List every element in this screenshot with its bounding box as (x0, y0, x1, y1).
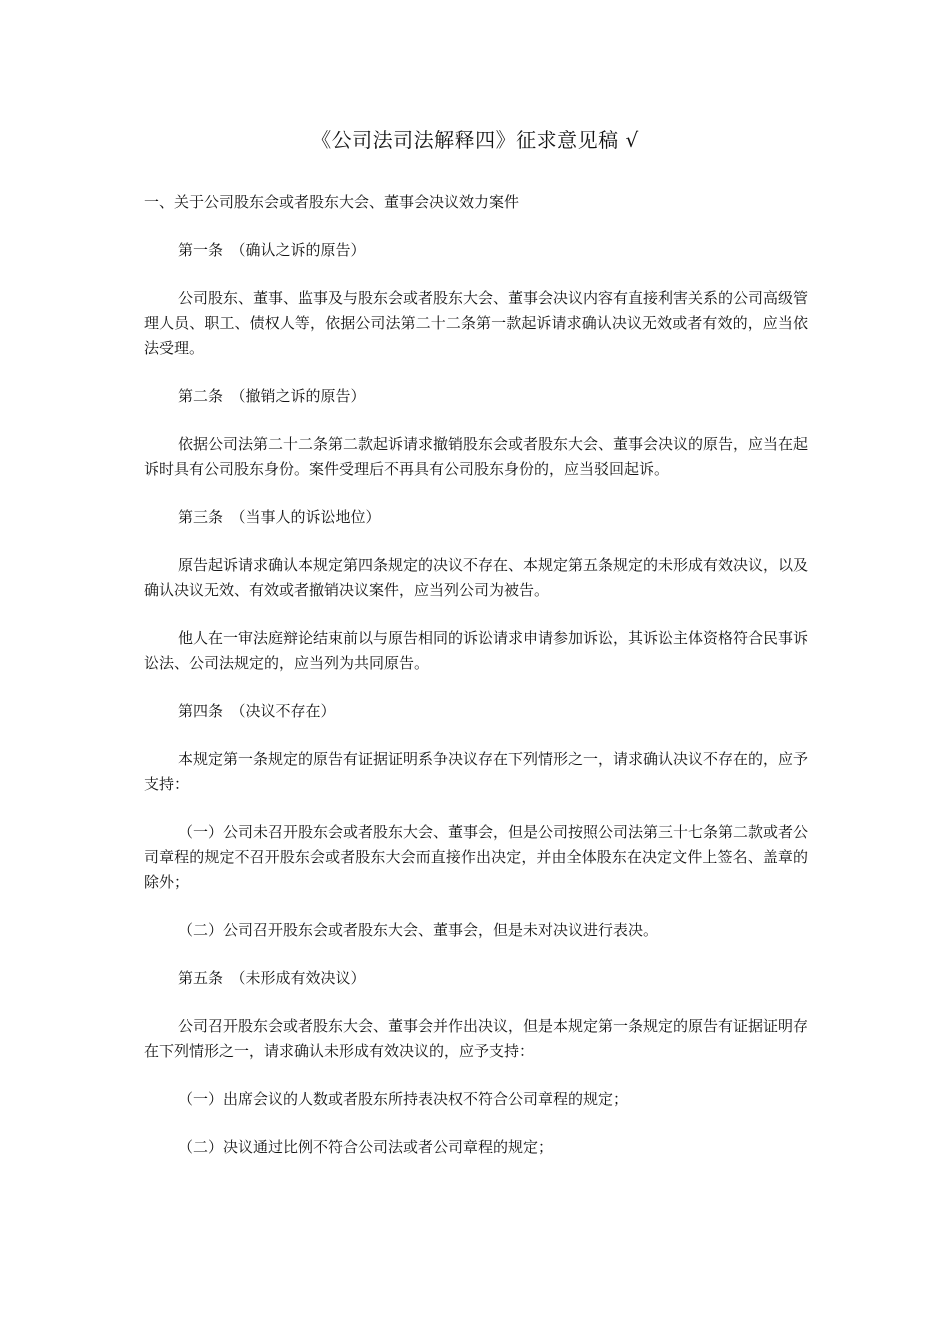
list-item: （二）决议通过比例不符合公司法或者公司章程的规定； (178, 1138, 554, 1156)
paragraph: 公司召开股东会或者股东大会、董事会并作出决议，但是本规定第一条规定的原告有证据证明存在下列情形之一，请求确认未形成有效决议的，应予支持： (144, 1017, 809, 1060)
document-title: 《公司法司法解释四》征求意见稿 √ (311, 128, 639, 152)
article-heading: 第五条 （未形成有效决议） (178, 969, 366, 987)
paragraph: 依据公司法第二十二条第二款起诉请求撤销股东会或者股东大会、董事会决议的原告，应当在起诉时具有公司股东身份。案件受理后不再具有公司股东身份的，应当驳回起诉。 (144, 435, 809, 478)
section-heading: 一、关于公司股东会或者股东大会、董事会决议效力案件 (144, 193, 520, 211)
paragraph: 本规定第一条规定的原告有证据证明系争决议存在下列情形之一，请求确认决议不存在的，应予支持： (144, 750, 809, 793)
paragraph: 原告起诉请求确认本规定第四条规定的决议不存在、本规定第五条规定的未形成有效决议，以及确认决议无效、有效或者撤销决议案件，应当列公司为被告。 (144, 556, 809, 599)
article-heading: 第三条 （当事人的诉讼地位） (178, 508, 381, 526)
article-heading: 第一条 （确认之诉的原告） (178, 241, 366, 259)
list-item: （一）出席会议的人数或者股东所持表决权不符合公司章程的规定； (178, 1090, 629, 1108)
list-item: （二）公司召开股东会或者股东大会、董事会，但是未对决议进行表决。 (178, 921, 659, 939)
article-heading: 第四条 （决议不存在） (178, 702, 336, 720)
list-item: （一）公司未召开股东会或者股东大会、董事会，但是公司按照公司法第三十七条第二款或者公司章程的规定不召开股东会或者股东大会而直接作出决定，并由全体股东在决定文件上签名、盖章的除外； (144, 823, 809, 891)
paragraph: 公司股东、董事、监事及与股东会或者股东大会、董事会决议内容有直接利害关系的公司高级管理人员、职工、债权人等，依据公司法第二十二条第一款起诉请求确认决议无效或者有效的，应当依法受理。 (144, 289, 809, 357)
document-body (144, 190, 808, 1160)
article-heading: 第二条 （撤销之诉的原告） (178, 387, 366, 405)
paragraph: 他人在一审法庭辩论结束前以与原告相同的诉讼请求申请参加诉讼，其诉讼主体资格符合民事诉讼法、公司法规定的，应当列为共同原告。 (144, 629, 809, 672)
